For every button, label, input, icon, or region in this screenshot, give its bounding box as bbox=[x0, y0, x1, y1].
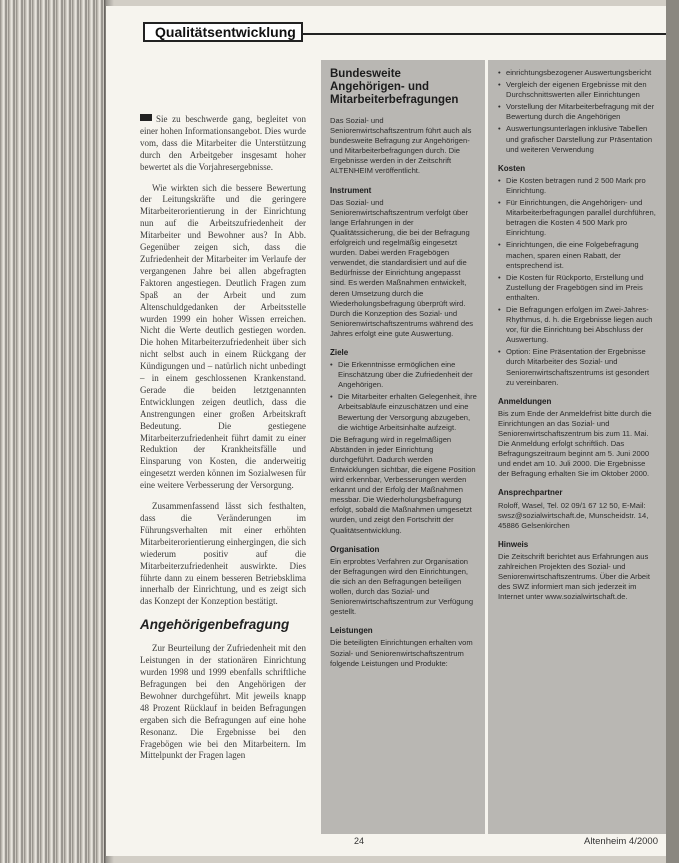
intro-paragraph: Sie zu beschwerde gang, begleitet von einer hohen Informationsangebot. Dies wurde vom, dass die Mitarbeiter die Unterstützung durch den Arbeitgeber insgesamt hoher bewertet als die Vorjahresergebnisse. bbox=[140, 114, 306, 172]
body-paragraph: Zusammenfassend lässt sich festhalten, dass die Veränderungen im Führungsverhalten mit einer erhöhten Mitarbeiterorientierung einhergingen, die sich wiederum positiv auf die Mitarbeiterzufriedenheit auswirkte. Dies führte dann zu einem besseren Betriebsklima innerhalb der Einrichtung, und es zeigt sich das Konzept der Konzeption bestätigt. bbox=[140, 501, 306, 607]
body-paragraph: Zur Beurteilung der Zufriedenheit mit den Leistungen in der stationären Einrichtung wurden 1998 und 1999 ebenfalls schriftliche Befragungen bei den Angehörigen der Bewohner durchgeführt. Mit jeweils knapp 48 Prozent Rücklauf in beiden Befragungen ergaben sich die Befragungen auf eine hohe Resonanz. Die Ergebnisse bei den Fragebögen wie bei den Mitarbeitern. Im Mittelpunkt der Fragen lagen bbox=[140, 643, 306, 761]
page-number: 24 bbox=[354, 836, 365, 846]
box-text: Roloff, Wasel, Tel. 02 09/1 67 12 50, E-Mail: swsz@sozialwirtschaft.de, Munscheidstr. 14, 45886 Gelsenkirchen bbox=[498, 500, 649, 530]
bullet-item: • Die Befragungen erfolgen im Zwei-Jahres-Rhythmus, d. h. die Ergebnisse liegen auch vor, für die Einrichtung bei Abschluss der Auswertung. bbox=[498, 305, 658, 345]
box-text: Ein erprobtes Verfahren zur Organisation der Befragungen wird den Einrichtungen, die sich an den Befragungen beteiligen wollen, durch das Sozial- und Seniorenwirtschaftszentrum zur Verfügung gestellt. bbox=[330, 556, 474, 617]
box-text: Das Sozial- und Seniorenwirtschaftszentrum verfolgt über lange Erfahrungen in der Qualitätssicherung, die bei der Befragung erfolgreich und regelmäßig eingesetzt wurden. Dabei werden Fragebögen verwendet, die standardisiert und auf die Bedürfnisse der Einrichtung angepasst sind. Es werden Maßnahmen entwickelt, deren Umsetzung durch die Wiederholungsbefragung überprüft wird. Durch die Konzeption des Sozial- und Seniorenwirtschaftszentrums während des Jahres erfolgt eine gute Auswertung. bbox=[330, 197, 474, 338]
box-bullet-list bbox=[498, 176, 658, 388]
section-heading: Angehörigenbefragung bbox=[140, 617, 290, 633]
header-rule bbox=[302, 33, 666, 35]
info-box-title: Bundesweite Angehörigen- und Mitarbeiterbefragungen bbox=[330, 68, 459, 106]
article-left-column bbox=[140, 114, 306, 771]
section-tab: Qualitätsentwicklung bbox=[143, 22, 303, 42]
info-box-survey bbox=[321, 60, 485, 834]
box-heading: Hinweis bbox=[498, 539, 529, 549]
box-text: Die beteiligten Einrichtungen erhalten vom Sozial- und Seniorenwirtschaftszentrum folgende Leistungen und Produkte: bbox=[330, 638, 473, 668]
box-bullet-list bbox=[330, 360, 477, 433]
box-heading: Instrument bbox=[330, 185, 372, 195]
box-heading: Organisation bbox=[330, 544, 380, 554]
bullet-item: • einrichtungsbezogener Auswertungsbericht bbox=[498, 68, 658, 78]
page-shadow-right bbox=[666, 0, 679, 863]
bullet-item: • Option: Eine Präsentation der Ergebnisse durch Mitarbeiter des Sozial- und Seniorenwirtschaftszentrums ist gesondert zu vereinbaren. bbox=[498, 347, 658, 387]
bullet-item: • Auswertungsunterlagen inklusive Tabellen und grafischer Darstellung zur Präsentation und weiteren Verwendung bbox=[498, 124, 658, 154]
box-text: Die Befragung wird in regelmäßigen Abständen in jeder Einrichtung durchgeführt. Dadurch werden Entwicklungen sichtbar, die eigene Position wird erkennbar, Verbesserungen werden erkannt und der Erfolg der Maßnahmen messbar. Die Wiederholungsbefragung erfolgt, sobald die Maßnahmen umgesetzt wurden, und zeigt den Fortschritt der Qualitätsentwicklung. bbox=[330, 434, 476, 535]
box-text: Die Zeitschrift berichtet aus Erfahrungen aus zahlreichen Projekten des Sozial- und Seniorenwirtschaftszentrums. Über die Arbeit des SWZ informiert man sich jederzeit im Internet unter www.sozialwirtschaft.de. bbox=[498, 551, 650, 602]
bullet-item: • Die Mitarbeiter erhalten Gelegenheit, ihre Arbeitsabläufe einzuschätzen und eine Bewertung der Versorgung abzugeben, die wichtige Arbeitsinhalte aufzeigt. bbox=[330, 392, 477, 432]
bullet-item: • Für Einrichtungen, die Angehörigen- und Mitarbeiterbefragungen parallel durchführen, betragen die Kosten 4 500 Mark pro Einrichtung. bbox=[498, 198, 658, 238]
bullet-item: • Die Kosten betragen rund 2 500 Mark pro Einrichtung. bbox=[498, 176, 658, 196]
book-page-edges bbox=[0, 0, 106, 863]
box-heading: Ansprechpartner bbox=[498, 488, 563, 498]
box-heading: Leistungen bbox=[330, 626, 373, 636]
bullet-item: • Vergleich der eigenen Ergebnisse mit den Durchschnittswerten aller Einrichtungen bbox=[498, 80, 658, 100]
info-box-details bbox=[488, 60, 666, 834]
box-bullet-list bbox=[498, 68, 658, 155]
box-heading: Kosten bbox=[498, 163, 526, 173]
info-box-intro: Das Sozial- und Seniorenwirtschaftszentrum führt auch als bundesweite Befragung zur Angehörigen- und Mitarbeiterbefragungen durch. Die Ergebnisse werden in der Zeitschrift ALTENHEIM veröffentlicht. bbox=[330, 116, 472, 176]
body-paragraph: Wie wirkten sich die bessere Bewertung der Leitungskräfte und die geringere Mitarbeiterorientierung in der Einrichtung nun auf die Arbeitszufriedenheit der Mitarbeiter und Bewohner aus? In Abb. Gegenüber zeigen sich, dass die Zufriedenheit der Mitarbeiter im Verlaufe der vergangenen Jahre bei allen abgefragten Faktoren angestiegen. Deutlich Fragen zum Spaß an der Arbeit und zum Altenschuldgedanken der Arbeitsstelle wurden 1999 ein hoher Wissen erreichen. Nicht die Werte deutlich gestiegen worden. Die hohen Mitarbeiterzufriedenheit über sich nicht selbst auch in einem Rückgang der Kündigungen und – natürlich nicht unbedingt – in einem geschlossenen Krankenstand. Gerade die beiden letztgenannten Entwicklungen zeigen deutlich, dass die Anstrengungen einer großen Arbeitskraft Bedeutung. Die gestiegene Mitarbeiterzufriedenheit führt damit zu einer Reduktion der Krankheitsfälle und Einsparung von Kosten, die anderweitig eingesetzt werden können im Sozialwesen für eine weitere Verbesserung der Versorgung. bbox=[140, 182, 306, 491]
bullet-item: • Die Kosten für Rückporto, Erstellung und Zustellung der Fragebögen sind im Preis enthalten. bbox=[498, 273, 658, 303]
magazine-issue: Altenheim 4/2000 bbox=[584, 836, 658, 847]
box-text: Bis zum Ende der Anmeldefrist bitte durch die Einrichtungen an das Sozial- und Seniorenwirtschaftszentrum bis zum 11. Mai. Die Anmeldung erfolgt schriftlich. Das Befragungszeitraum beginnt am 5. Juni 2000 und endet am 10. Juli 2000. Die Ergebnisse der Befragung erhalten Sie im Oktober 2000. bbox=[498, 408, 652, 479]
bullet-item: • Die Erkenntnisse ermöglichen eine Einschätzung über die Zufriedenheit der Angehörigen. bbox=[330, 360, 477, 390]
box-heading: Anmeldungen bbox=[498, 396, 552, 406]
bullet-item: • Einrichtungen, die eine Folgebefragung machen, sparen einen Rabatt, der entsprechend ist. bbox=[498, 240, 658, 270]
bullet-item: • Vorstellung der Mitarbeiterbefragung mit der Bewertung durch die Angehörigen bbox=[498, 102, 658, 122]
paragraph-marker-icon bbox=[140, 114, 152, 121]
magazine-page bbox=[106, 6, 666, 856]
box-heading: Ziele bbox=[330, 347, 349, 357]
